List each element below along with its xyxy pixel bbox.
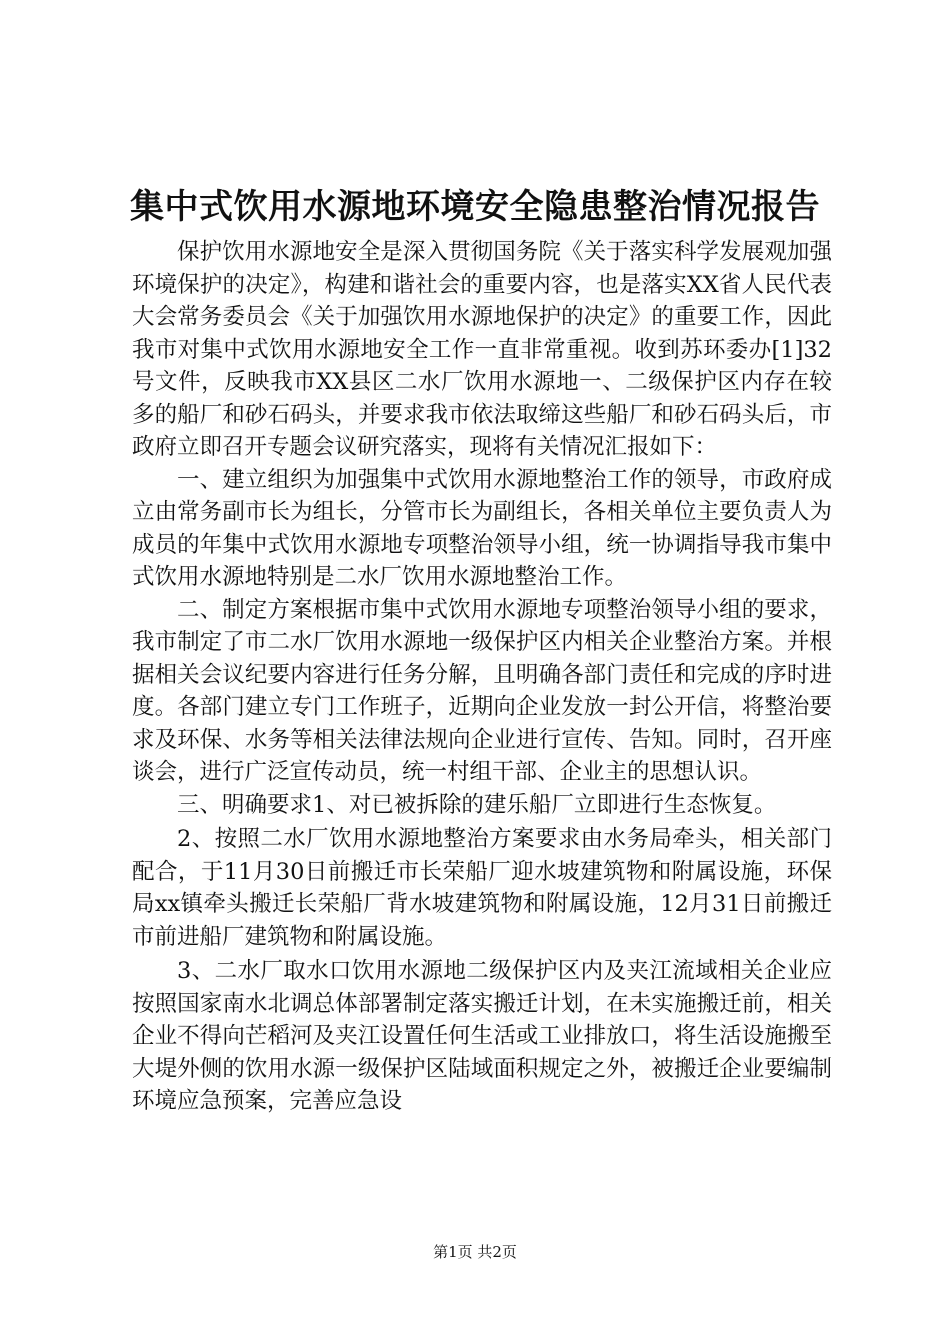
- paragraph-item-3: 3、二水厂取水口饮用水源地二级保护区内及夹江流域相关企业应按照国家南水北调总体部署制定落实搬迁计划，在未实施搬迁前，相关企业不得向芒稻河及夹江设置任何生活或工业排放口，将生活设施搬至大堤外侧的饮用水源一级保护区陆域面积规定之外，被搬迁企业要编制环境应急预案，完善应急设: [132, 958, 832, 1114]
- paragraph-intro: 保护饮用水源地安全是深入贯彻国务院《关于落实科学发展观加强环境保护的决定》，构建和谐社会的重要内容，也是落实XX省人民代表大会常务委员会《关于加强饮用水源地保护的决定》的重要工作，因此我市对集中式饮用水源地安全工作一直非常重视。收到苏环委办[1]32号文件，反映我市XX县区二水厂饮用水源地一、二级保护区内存在较多的船厂和砂石码头，并要求我市依法取缔这些船厂和砂石码头后，市政府立即召开专题会议研究落实，现将有关情况汇报如下：: [132, 239, 832, 460]
- paragraph-item-2: 2、按照二水厂饮用水源地整治方案要求由水务局牵头，相关部门配合，于11月30日前搬迁市长荣船厂迎水坡建筑物和附属设施，环保局xx镇牵头搬迁长荣船厂背水坡建筑物和附属设施，12月31日前搬迁市前进船厂建筑物和附属设施。: [132, 826, 832, 950]
- paragraph-section-3: 三、明确要求1、对已被拆除的建乐船厂立即进行生态恢复。: [177, 791, 777, 818]
- document-body: [132, 236, 832, 1118]
- paragraph-section-1: 一、建立组织为加强集中式饮用水源地整治工作的领导，市政府成立由常务副市长为组长，分管市长为副组长，各相关单位主要负责人为成员的年集中式饮用水源地专项整治领导小组，统一协调指导我市集中式饮用水源地特别是二水厂饮用水源地整治工作。: [132, 466, 832, 590]
- page-number: 第1页 共2页: [433, 1243, 517, 1261]
- document-title: 集中式饮用水源地环境安全隐患整治情况报告: [130, 187, 820, 227]
- paragraph-section-2: 二、制定方案根据市集中式饮用水源地专项整治领导小组的要求，我市制定了市二水厂饮用水源地一级保护区内相关企业整治方案。并根据相关会议纪要内容进行任务分解，且明确各部门责任和完成的序时进度。各部门建立专门工作班子，近期向企业发放一封公开信，将整治要求及环保、水务等相关法律法规向企业进行宣传、告知。同时，召开座谈会，进行广泛宣传动员，统一村组干部、企业主的思想认识。: [132, 596, 832, 785]
